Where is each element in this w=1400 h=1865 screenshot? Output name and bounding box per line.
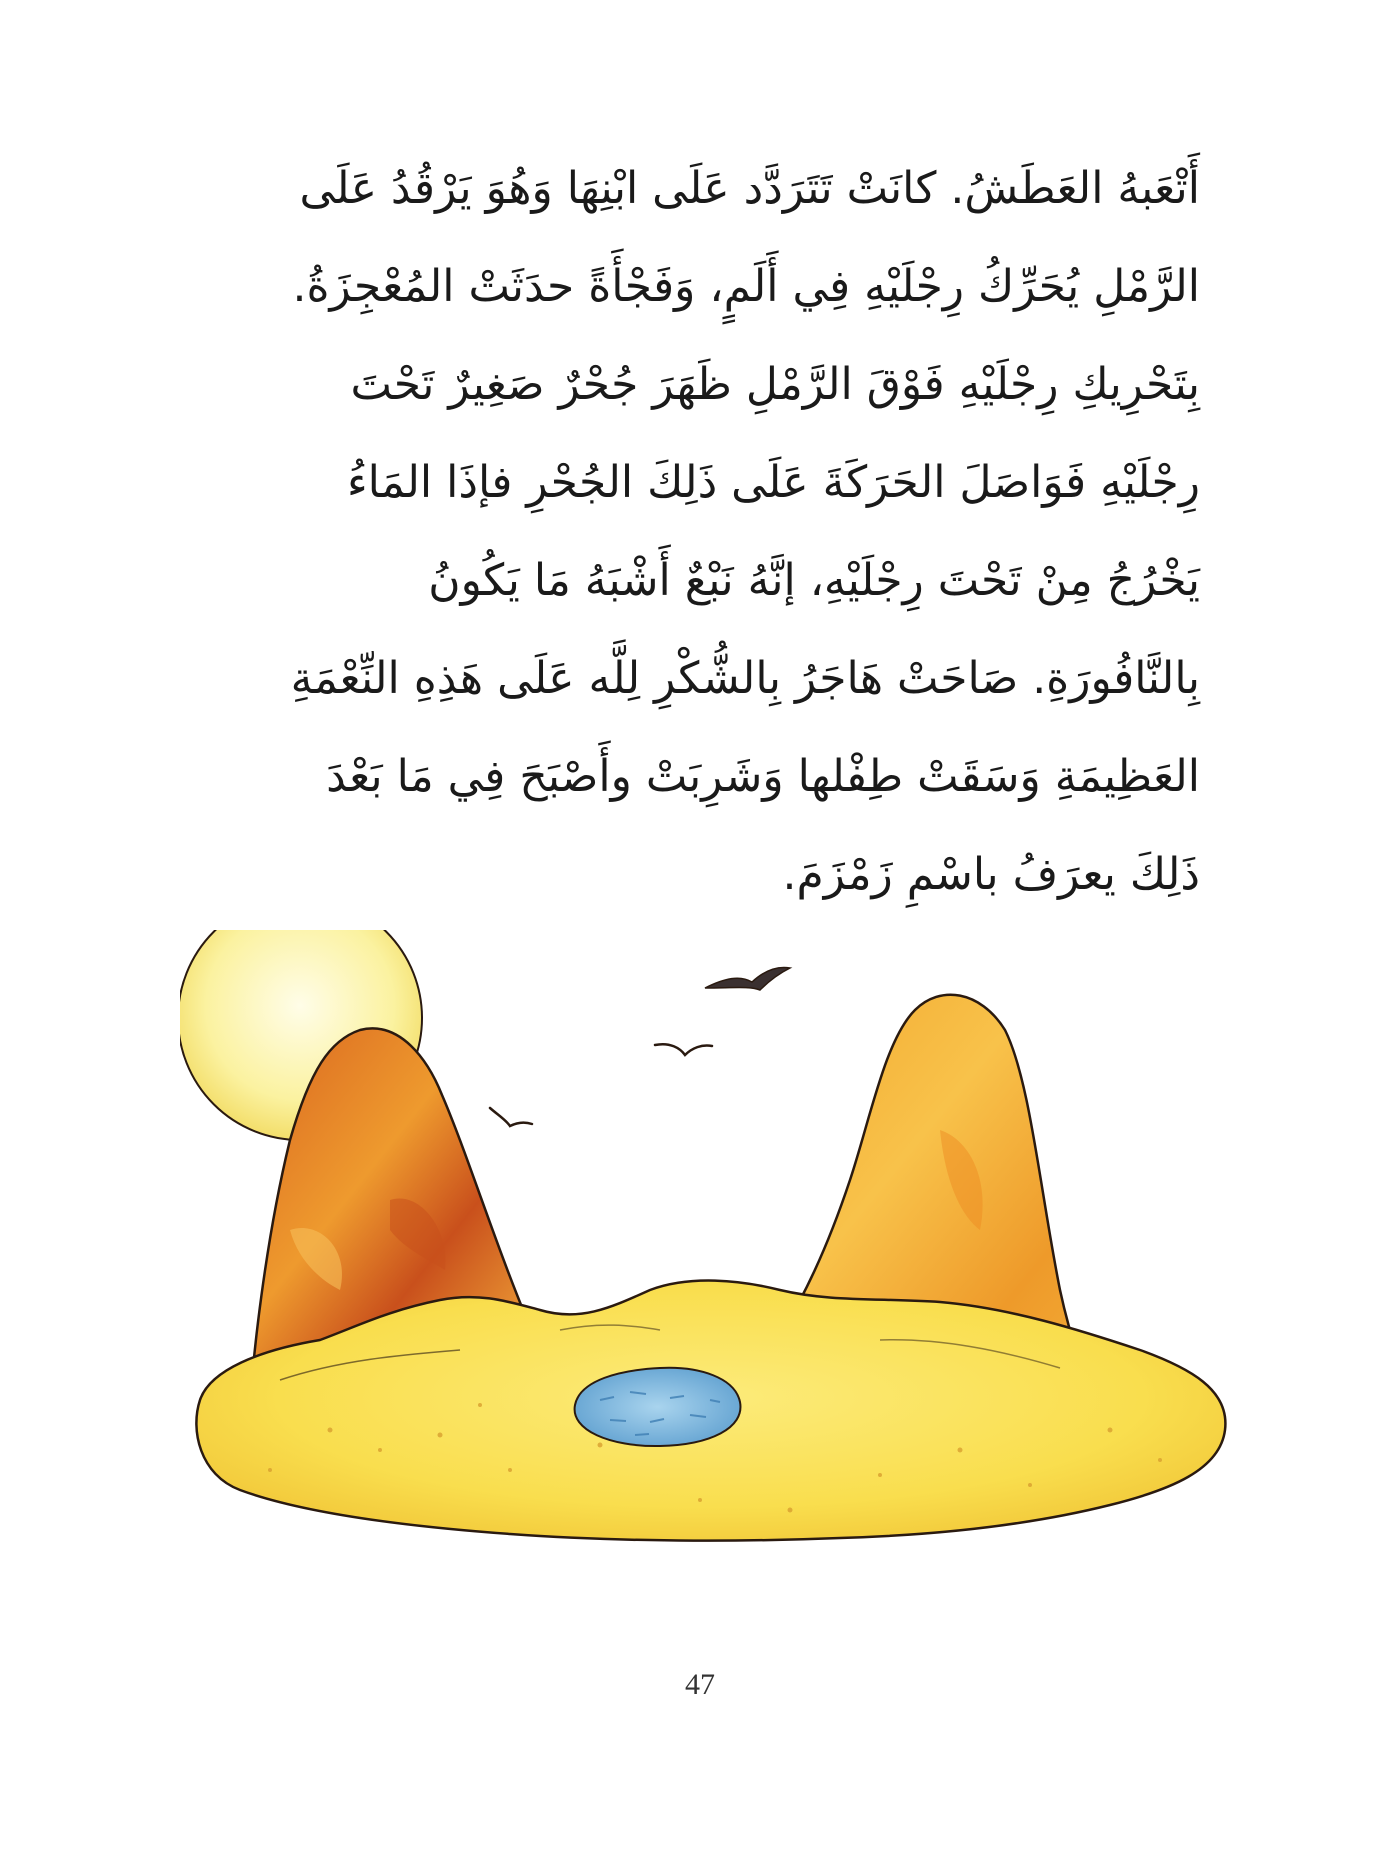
bird-icon	[490, 1108, 532, 1126]
story-line-2: الرَّمْلِ يُحَرِّكُ رِجْلَيْهِ فِي أَلَمٍ، وَفَجْأَةً حدَثَتْ المُعْجِزَةُ.	[292, 261, 1200, 312]
page-number: 47	[685, 1668, 715, 1701]
bird-icon	[655, 1044, 712, 1055]
story-line-1: أَتْعَبهُ العَطَشُ. كانَتْ تَتَرَدَّد عَلَى ابْنِهَا وَهُوَ يَرْقُدُ عَلَى	[299, 163, 1200, 214]
story-line-8: ذَلِكَ يعرَفُ باسْمِ زَمْزَمَ.	[782, 849, 1200, 900]
bird-icon	[705, 968, 790, 990]
story-text	[200, 140, 1200, 924]
story-line-3: بِتَحْرِيكِ رِجْلَيْهِ فَوْقَ الرَّمْلِ ظَهَرَ جُحْرٌ صَغِيرٌ تَحْتَ	[350, 359, 1200, 410]
story-line-5: يَخْرُجُ مِنْ تَحْتَ رِجْلَيْهِ، إنَّهُ نَبْعٌ أَشْبَهُ مَا يَكُونُ	[428, 555, 1200, 606]
desert-spring-illustration	[180, 930, 1240, 1570]
spring-water-icon	[575, 1368, 741, 1446]
story-line-6: بِالنَّافُورَةِ. صَاحَتْ هَاجَرُ بِالشُّكْرِ لِلَّه عَلَى هَذِهِ النِّعْمَةِ	[290, 653, 1200, 704]
story-line-7: العَظِيمَةِ وَسَقَتْ طِفْلها وَشَرِبَتْ وأَصْبَحَ فِي مَا بَعْدَ	[326, 751, 1200, 802]
story-line-4: رِجْلَيْهِ فَوَاصَلَ الحَرَكَةَ عَلَى ذَلِكَ الجُحْرِ فإذَا المَاءُ	[346, 457, 1200, 508]
